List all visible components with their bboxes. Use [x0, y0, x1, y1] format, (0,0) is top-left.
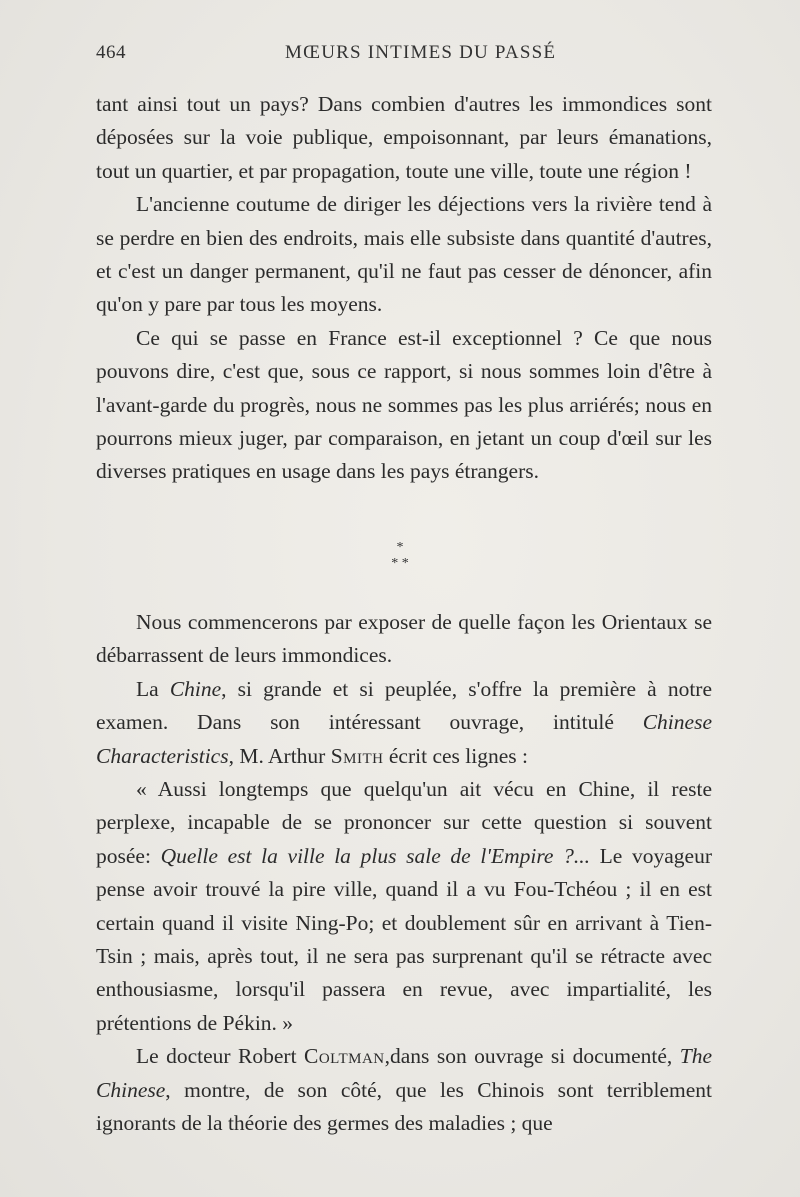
page-number: 464	[96, 42, 126, 63]
quoted-question: Quelle est la ville la plus sale de l'Empire ?...	[160, 843, 590, 868]
text-run: Le docteur Robert	[136, 1044, 304, 1069]
paragraph-quotation	[96, 773, 712, 1040]
running-header	[96, 42, 566, 72]
paragraph-chine	[96, 673, 712, 773]
paragraph-france: Ce qui se passe en France est-il exceptionnel ? Ce que nous pouvons dire, c'est que, sous ce rapport, si nous sommes loin d'être à l'avant-garde du progrès, nous ne sommes pas les plus arriérés; nous en pourrons mieux juger, par comparaison, en jetant un coup d'œil sur les diverses pratiques en usage dans les pays étrangers.	[96, 325, 712, 484]
paragraph-coltman	[96, 1040, 712, 1140]
text-run: , si grande et si peuplée, s'offre la première à notre examen. Dans son intéressant ouvrage, intitulé	[96, 676, 712, 735]
running-title: MŒURS INTIMES DU PASSÉ	[285, 42, 557, 63]
text-run: « Aussi longtemps que quelqu'un ait vécu en Chine, il reste perplexe, incapable de se prononcer sur cette question si souvent posée:	[96, 777, 712, 868]
author-smith: Smith	[330, 743, 384, 768]
text-run: Le voyageur pense avoir trouvé la pire ville, quand il a vu Fou-Tchéou ; il en est certain quand il visite Ning-Po; et doublement sûr en arrivant à Tien-Tsin ; mais, après tout, il ne sera pas surprenant qu'il se rétracte avec enthousiasme, lorsqu'il passera en revue, avec impartialité, les prétentions de Pékin. »	[96, 843, 713, 1035]
text-run: , M. Arthur	[228, 743, 331, 768]
section-asterism	[380, 540, 420, 584]
paragraph-continued: tant ainsi tout un pays? Dans combien d'autres les immondices sont déposées sur la voie publique, empoisonnant, par leurs émanations, tout un quartier, et par propagation, toute une ville, toute une région !	[96, 92, 712, 183]
book-title-chinese-characteristics: Chinese Characteristics	[96, 710, 712, 768]
italic-chine: Chine	[169, 676, 222, 701]
book-title-the-chinese: The Chinese	[96, 1044, 712, 1102]
asterism-bottom: * *	[391, 556, 409, 571]
text-run: ,dans son ouvrage si documenté,	[384, 1044, 680, 1069]
text-run: écrit ces lignes :	[383, 743, 528, 768]
paragraph-ancienne-coutume: L'ancienne coutume de diriger les déjections vers la rivière tend à se perdre en bien des endroits, mais elle subsiste dans quantité d'autres, et c'est un danger permanent, qu'il ne faut pas cesser de dénoncer, afin qu'on y pare par tous les moyens.	[96, 192, 712, 317]
author-coltman: Coltman	[303, 1044, 385, 1069]
body-text-bottom	[96, 606, 712, 1141]
text-run: , montre, de son côté, que les Chinois sont terriblement ignorants de la théorie des germes des maladies ; que	[96, 1077, 712, 1136]
asterism-top: *	[396, 540, 404, 555]
body-text-top	[96, 88, 712, 489]
paragraph-orientaux: Nous commencerons par exposer de quelle façon les Orientaux se débarrassent de leurs immondices.	[96, 610, 712, 668]
text-run: La	[136, 676, 170, 701]
